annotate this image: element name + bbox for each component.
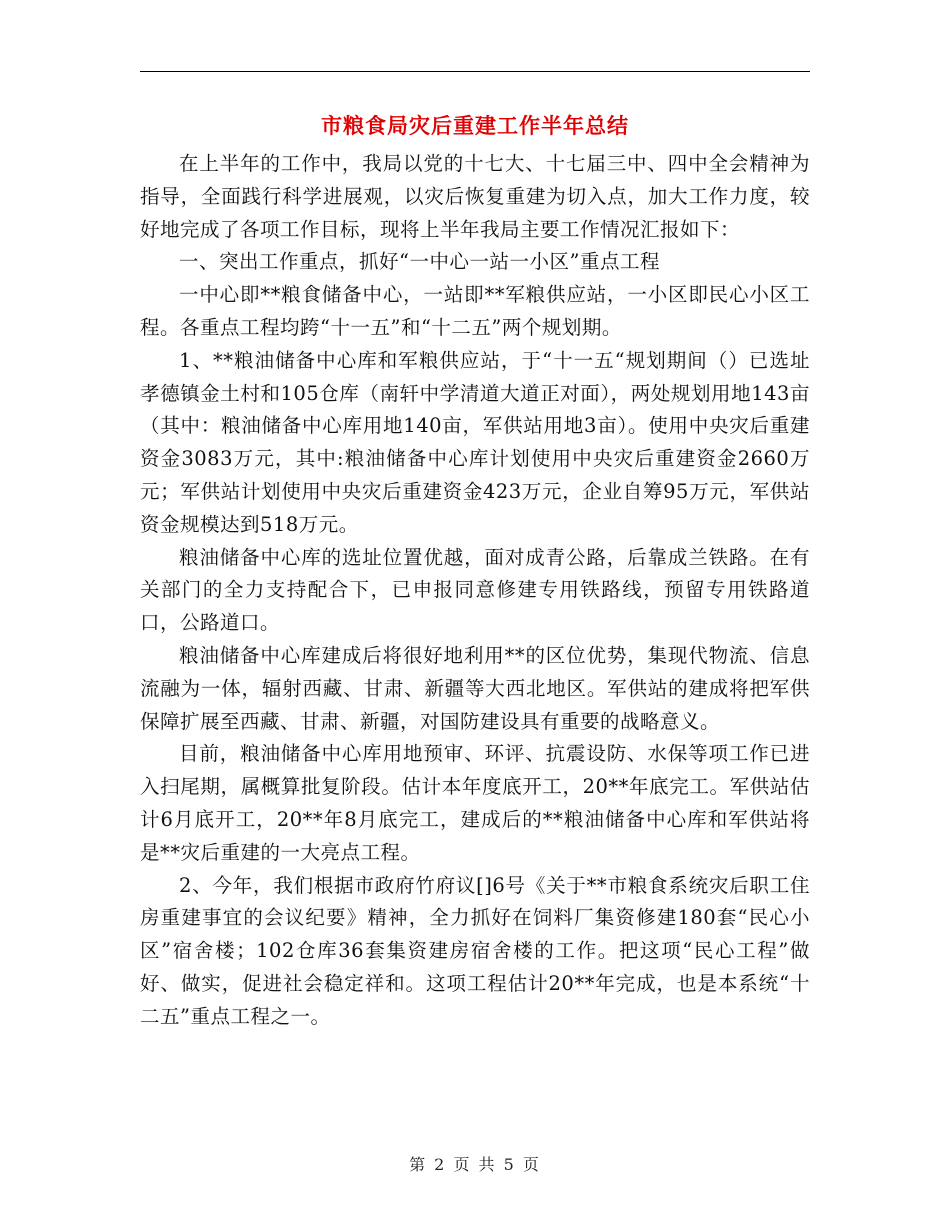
paragraph-significance: 粮油储备中心库建成后将很好地利用**的区位优势，集现代物流、信息流融为一体，辐射西藏、甘肃、新疆等大西北地区。军供站的建成将把军供保障扩展至西藏、甘肃、新疆，对国防建设具有重要的战略意义。 bbox=[140, 643, 810, 733]
paragraph-location: 粮油储备中心库的选址位置优越，面对成青公路，后靠成兰铁路。在有关部门的全力支持配合下，已申报同意修建专用铁路线，预留专用铁路道口，公路道口。 bbox=[140, 545, 810, 635]
paragraph-item-1: 1、**粮油储备中心库和军粮供应站，于“十一五“规划期间（）已选址孝德镇金土村和105仓库（南轩中学清道大道正对面），两处规划用地143亩（其中：粮油储备中心库用地140亩，军供站用地3亩）。使用中央灾后重建资金3083万元，其中:粮油储备中心库计划使用中央灾后重建资金2660万元；军供站计划使用中央灾后重建资金423万元，企业自筹95万元，军供站资金规模达到518万元。 bbox=[140, 348, 810, 536]
paragraph-progress: 目前，粮油储备中心库用地预审、环评、抗震设防、水保等项工作已进入扫尾期，属概算批复阶段。估计本年度底开工，20**年底完工。军供站估计6月底开工，20**年8月底完工，建成后的**粮油储备中心库和军供站将是**灾后重建的一大亮点工程。 bbox=[140, 742, 810, 864]
header-rule bbox=[140, 71, 810, 72]
document-body bbox=[140, 148, 810, 1034]
document-title: 市粮食局灾后重建工作半年总结 bbox=[321, 113, 629, 138]
paragraph-intro: 在上半年的工作中，我局以党的十七大、十七届三中、四中全会精神为指导，全面践行科学进展观，以灾后恢复重建为切入点，加大工作力度，较好地完成了各项工作目标，现将上半年我局主要工作情况汇报如下： bbox=[140, 152, 810, 241]
paragraph-item-2: 2、今年，我们根据市政府竹府议[]6号《关于**市粮食系统灾后职工住房重建事宜的会议纪要》精神，全力抓好在饲料厂集资修建180套“民心小区”宿舍楼；102仓库36套集资建房宿舍楼的工作。把这项“民心工程”做好、做实，促进社会稳定祥和。这项工程估计20**年完成，也是本系统“十二五”重点工程之一。 bbox=[140, 873, 810, 1028]
page-number: 第 2 页 共 5 页 bbox=[409, 1155, 541, 1174]
section-heading-1: 一、突出工作重点，抓好“一中心一站一小区”重点工程 bbox=[179, 250, 660, 274]
paragraph-definition: 一中心即**粮食储备中心，一站即**军粮供应站，一小区即民心小区工程。各重点工程均跨“十一五”和“十二五”两个规划期。 bbox=[140, 283, 810, 339]
